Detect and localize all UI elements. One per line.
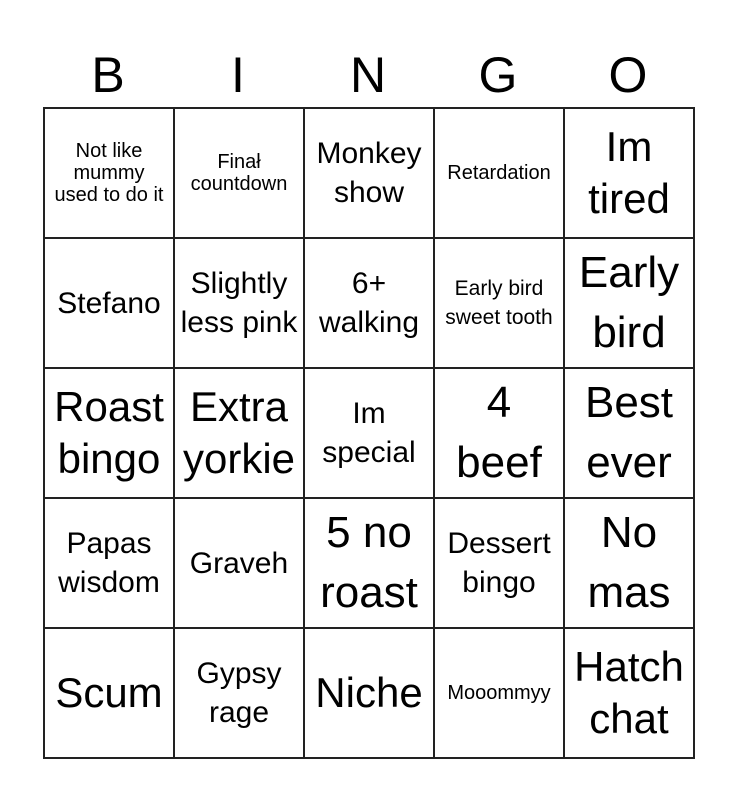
- cell-text: Roast bingo: [54, 383, 164, 482]
- cell-text: Not like mummy used to do it: [54, 140, 164, 206]
- cell-text: Niche: [315, 669, 423, 716]
- bingo-cell[interactable]: [434, 108, 564, 238]
- header-letter-o: O: [608, 47, 648, 103]
- cell-text: Best ever: [584, 378, 674, 487]
- header-letter-b: B: [91, 47, 125, 103]
- bingo-cell[interactable]: [304, 628, 434, 758]
- bingo-cell[interactable]: [564, 368, 694, 498]
- cell-text: Scum: [55, 669, 163, 716]
- cell-text: Finał countdown: [190, 151, 288, 195]
- bingo-cell[interactable]: [434, 368, 564, 498]
- bingo-cell[interactable]: [174, 368, 304, 498]
- bingo-cell[interactable]: [44, 368, 174, 498]
- cell-text: Graveh: [189, 546, 289, 580]
- cell-text: Stefano: [57, 286, 161, 320]
- bingo-cell[interactable]: [44, 628, 174, 758]
- bingo-board: [43, 107, 695, 759]
- header-letter-g: G: [478, 47, 518, 103]
- cell-text: Gypsy rage: [196, 657, 282, 729]
- cell-text: No mas: [587, 508, 671, 617]
- cell-text: Im special: [322, 397, 416, 469]
- cell-text: Papas wisdom: [58, 527, 160, 599]
- cell-text: Slightly less pink: [180, 267, 298, 339]
- cell-text: 6+ walking: [318, 267, 420, 339]
- bingo-cell[interactable]: [304, 108, 434, 238]
- bingo-cell[interactable]: [174, 108, 304, 238]
- cell-text: Early bird: [578, 248, 680, 357]
- bingo-cell[interactable]: [304, 368, 434, 498]
- bingo-cell[interactable]: [564, 498, 694, 628]
- cell-text: Early bird sweet tooth: [445, 277, 553, 329]
- cell-text: 5 no roast: [320, 508, 418, 617]
- bingo-cell[interactable]: [44, 108, 174, 238]
- bingo-cell[interactable]: [304, 498, 434, 628]
- cell-text: Extra yorkie: [182, 383, 296, 482]
- bingo-cell[interactable]: [564, 628, 694, 758]
- bingo-header: [43, 44, 693, 106]
- cell-text: Im tired: [588, 123, 670, 222]
- bingo-cell[interactable]: [174, 628, 304, 758]
- bingo-cell[interactable]: [434, 238, 564, 368]
- bingo-cell[interactable]: [434, 498, 564, 628]
- bingo-cell[interactable]: [564, 238, 694, 368]
- cell-text: Retardation: [447, 162, 551, 184]
- cell-text: Monkey show: [316, 137, 422, 209]
- cell-text: 4 beef: [456, 378, 542, 487]
- cell-text: Hatch chat: [574, 643, 684, 742]
- cell-text: Mooommyy: [447, 682, 551, 704]
- cell-text: Dessert bingo: [447, 527, 551, 599]
- bingo-cell[interactable]: [174, 238, 304, 368]
- bingo-cell[interactable]: [44, 498, 174, 628]
- bingo-cell[interactable]: [174, 498, 304, 628]
- header-letter-n: N: [349, 47, 387, 103]
- bingo-cell[interactable]: [434, 628, 564, 758]
- bingo-cell[interactable]: [564, 108, 694, 238]
- header-letter-i: I: [231, 47, 245, 103]
- bingo-cell[interactable]: [304, 238, 434, 368]
- bingo-cell[interactable]: [44, 238, 174, 368]
